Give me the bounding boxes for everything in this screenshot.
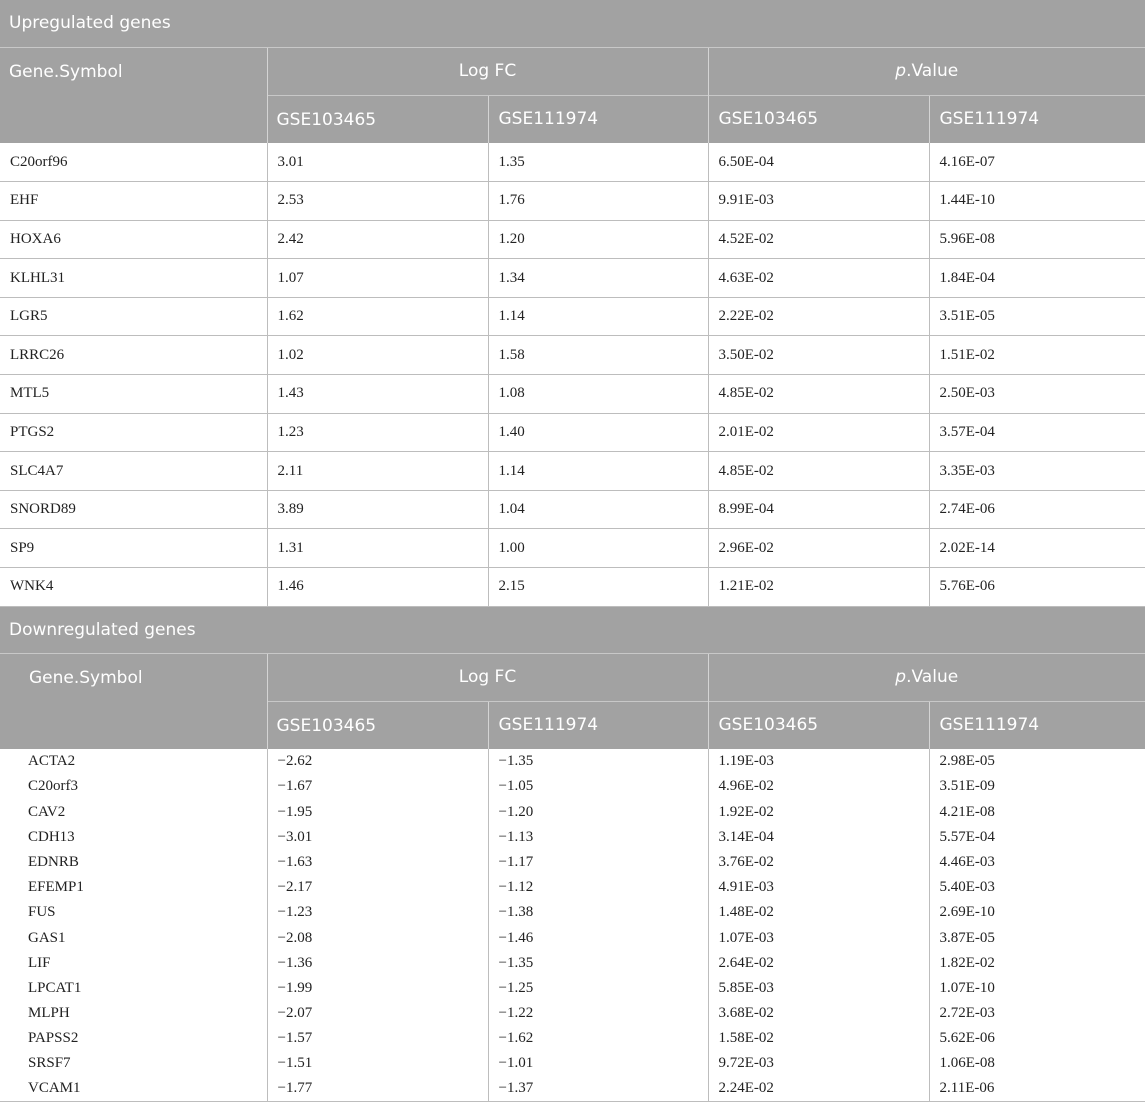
table-row <box>0 529 1145 568</box>
logfc-gse103465-cell: −2.62 <box>267 749 488 774</box>
logfc-gse103465-cell: 3.89 <box>267 490 488 529</box>
logfc-gse111974-cell: 1.34 <box>488 259 708 298</box>
gene-symbol-cell: C20orf3 <box>28 778 78 795</box>
pvalue-gse111974-cell: 4.21E-08 <box>929 800 1145 825</box>
pvalue-gse111974-cell: 2.98E-05 <box>929 749 1145 774</box>
table-row <box>0 976 1145 1001</box>
gene-symbol-cell: EDNRB <box>28 853 79 870</box>
table-row <box>0 925 1145 950</box>
logfc-gse103465-cell: 1.02 <box>267 336 488 375</box>
logfc-gse103465-cell: −1.99 <box>267 976 488 1001</box>
pvalue-gse111974-cell: 2.72E-03 <box>929 1001 1145 1026</box>
logfc-gse111974-cell: 1.04 <box>488 490 708 529</box>
gene-symbol-cell: PAPSS2 <box>28 1030 79 1047</box>
pvalue-gse111974-cell: 5.76E-06 <box>929 568 1145 607</box>
pvalue-gse111974-cell: 3.87E-05 <box>929 925 1145 950</box>
logfc-gse111974-cell: −1.20 <box>488 800 708 825</box>
logfc-gse111974-cell: 1.14 <box>488 452 708 491</box>
pvalue-gse111974-cell: 5.96E-08 <box>929 220 1145 259</box>
logfc-gse103465-cell: 1.62 <box>267 297 488 336</box>
logfc-gse103465-cell: −2.17 <box>267 875 488 900</box>
table-row <box>0 336 1145 375</box>
logfc-gse103465-cell: 2.53 <box>267 182 488 221</box>
pvalue-gse111974-cell: 4.16E-07 <box>929 143 1145 182</box>
logfc-gse111974-cell: −1.37 <box>488 1077 708 1102</box>
pvalue-gse111974-cell: 2.74E-06 <box>929 490 1145 529</box>
logfc-gse111974-cell: 2.15 <box>488 568 708 607</box>
pvalue-gse103465-cell: 3.50E-02 <box>708 336 929 375</box>
pvalue-gse103465-cell: 2.96E-02 <box>708 529 929 568</box>
logfc-gse111974-cell: −1.05 <box>488 774 708 799</box>
logfc-gse111974-header: GSE111974 <box>488 95 708 143</box>
gene-symbol-cell: KLHL31 <box>0 259 267 298</box>
logfc-gse103465-cell: 1.23 <box>267 413 488 452</box>
gene-symbol-cell: C20orf96 <box>0 143 267 182</box>
pvalue-gse103465-cell: 4.91E-03 <box>708 875 929 900</box>
pvalue-gse103465-cell: 8.99E-04 <box>708 490 929 529</box>
pvalue-gse103465-cell: 4.63E-02 <box>708 259 929 298</box>
table-row <box>0 413 1145 452</box>
pvalue-gse111974-cell: 3.51E-09 <box>929 774 1145 799</box>
pvalue-gse111974-cell: 3.57E-04 <box>929 413 1145 452</box>
pvalue-gse103465-cell: 4.85E-02 <box>708 452 929 491</box>
logfc-gse103465-cell: −1.36 <box>267 951 488 976</box>
upregulated-rows <box>0 143 1145 606</box>
pvalue-gse111974-header: GSE111974 <box>929 95 1145 143</box>
pvalue-gse103465-cell: 2.22E-02 <box>708 297 929 336</box>
pvalue-gse103465-cell: 9.91E-03 <box>708 182 929 221</box>
table-row <box>0 568 1145 607</box>
table-row <box>0 259 1145 298</box>
pvalue-gse103465-cell: 1.58E-02 <box>708 1026 929 1051</box>
gene-symbol-cell: SRSF7 <box>28 1055 71 1072</box>
logfc-gse103465-cell: 3.01 <box>267 143 488 182</box>
pvalue-gse103465-cell: 3.76E-02 <box>708 850 929 875</box>
gene-symbol-cell: MTL5 <box>0 375 267 414</box>
table-row <box>0 1026 1145 1051</box>
table-row <box>0 452 1145 491</box>
section-title-row <box>0 606 1145 653</box>
pvalue-gse103465-cell: 1.21E-02 <box>708 568 929 607</box>
section-title: Downregulated genes <box>0 606 1145 653</box>
gene-symbol-cell: EHF <box>0 182 267 221</box>
logfc-gse111974-cell: 1.40 <box>488 413 708 452</box>
logfc-gse111974-cell: −1.25 <box>488 976 708 1001</box>
table-row <box>0 749 1145 774</box>
logfc-gse103465-cell: 2.42 <box>267 220 488 259</box>
logfc-gse111974-cell: 1.35 <box>488 143 708 182</box>
gene-symbol-cell: FUS <box>28 904 56 921</box>
pvalue-gse103465-cell: 1.48E-02 <box>708 900 929 925</box>
pvalue-gse111974-cell: 1.06E-08 <box>929 1051 1145 1076</box>
pvalue-gse111974-cell: 1.84E-04 <box>929 259 1145 298</box>
table-row <box>0 1051 1145 1076</box>
pvalue-gse111974-cell: 3.35E-03 <box>929 452 1145 491</box>
table-row <box>0 182 1145 221</box>
logfc-gse103465-cell: −1.77 <box>267 1077 488 1102</box>
pvalue-gse111974-cell: 5.57E-04 <box>929 825 1145 850</box>
logfc-gse111974-cell: −1.35 <box>488 749 708 774</box>
logfc-gse103465-header: GSE103465 <box>267 95 488 143</box>
table-row <box>0 825 1145 850</box>
table-row <box>0 800 1145 825</box>
gene-symbol-cell: VCAM1 <box>0 1077 267 1102</box>
table-row <box>0 1077 1145 1102</box>
logfc-gse111974-cell: −1.13 <box>488 825 708 850</box>
header-row <box>0 47 1145 95</box>
logfc-gse103465-cell: 1.46 <box>267 568 488 607</box>
table-row <box>0 220 1145 259</box>
logfc-gse103465-cell: 1.43 <box>267 375 488 414</box>
pvalue-gse111974-header: GSE111974 <box>929 701 1145 749</box>
logfc-gse103465-cell: −1.57 <box>267 1026 488 1051</box>
pvalue-gse111974-cell: 5.40E-03 <box>929 875 1145 900</box>
table-row <box>0 900 1145 925</box>
p-value-header <box>708 47 1145 95</box>
logfc-gse103465-header: GSE103465 <box>267 701 488 749</box>
pvalue-gse111974-cell: 2.69E-10 <box>929 900 1145 925</box>
p-value-header <box>708 653 1145 701</box>
pvalue-gse103465-cell: 2.01E-02 <box>708 413 929 452</box>
logfc-gse111974-header: GSE111974 <box>488 701 708 749</box>
pvalue-gse103465-cell: 9.72E-03 <box>708 1051 929 1076</box>
section-title: Upregulated genes <box>0 0 1145 47</box>
log-fc-header: Log FC <box>267 653 708 701</box>
gene-symbol-cell: EFEMP1 <box>28 879 84 896</box>
p-value-header-italic: p <box>895 667 907 688</box>
pvalue-gse111974-cell: 1.51E-02 <box>929 336 1145 375</box>
pvalue-gse103465-cell: 2.24E-02 <box>708 1077 929 1102</box>
logfc-gse111974-cell: −1.46 <box>488 925 708 950</box>
logfc-gse103465-cell: −2.07 <box>267 1001 488 1026</box>
gene-symbol-cell: LGR5 <box>0 297 267 336</box>
pvalue-gse103465-cell: 1.19E-03 <box>708 749 929 774</box>
table-row <box>0 774 1145 799</box>
logfc-gse103465-cell: −1.23 <box>267 900 488 925</box>
p-value-header-rest: .Value <box>906 61 959 81</box>
downregulated-rows <box>0 749 1145 1102</box>
logfc-gse103465-cell: 1.07 <box>267 259 488 298</box>
gene-symbol-cell: LPCAT1 <box>28 979 82 996</box>
logfc-gse111974-cell: 1.20 <box>488 220 708 259</box>
pvalue-gse111974-cell: 2.11E-06 <box>929 1077 1145 1102</box>
pvalue-gse103465-cell: 1.92E-02 <box>708 800 929 825</box>
log-fc-header: Log FC <box>267 47 708 95</box>
logfc-gse111974-cell: −1.38 <box>488 900 708 925</box>
gene-symbol-cell: ACTA2 <box>28 753 76 770</box>
pvalue-gse111974-cell: 1.07E-10 <box>929 976 1145 1001</box>
logfc-gse103465-cell: −1.95 <box>267 800 488 825</box>
gene-symbol-cell: SNORD89 <box>0 490 267 529</box>
pvalue-gse103465-cell: 4.85E-02 <box>708 375 929 414</box>
pvalue-gse111974-cell: 4.46E-03 <box>929 850 1145 875</box>
table-row <box>0 1001 1145 1026</box>
gene-symbol-cell: CAV2 <box>28 803 66 820</box>
pvalue-gse111974-cell: 2.02E-14 <box>929 529 1145 568</box>
table-row <box>0 297 1145 336</box>
logfc-gse103465-cell: −1.67 <box>267 774 488 799</box>
logfc-gse111974-cell: 1.58 <box>488 336 708 375</box>
logfc-gse111974-cell: −1.35 <box>488 951 708 976</box>
pvalue-gse111974-cell: 2.50E-03 <box>929 375 1145 414</box>
table-row <box>0 490 1145 529</box>
logfc-gse111974-cell: −1.01 <box>488 1051 708 1076</box>
table-row <box>0 143 1145 182</box>
pvalue-gse111974-cell: 5.62E-06 <box>929 1026 1145 1051</box>
pvalue-gse103465-cell: 4.52E-02 <box>708 220 929 259</box>
logfc-gse111974-cell: −1.12 <box>488 875 708 900</box>
gene-symbol-cell: SLC4A7 <box>0 452 267 491</box>
logfc-gse103465-cell: −1.51 <box>267 1051 488 1076</box>
downregulated-section <box>0 606 1145 749</box>
table-row <box>0 875 1145 900</box>
logfc-gse103465-cell: −3.01 <box>267 825 488 850</box>
logfc-gse111974-cell: −1.22 <box>488 1001 708 1026</box>
gene-symbol-header: Gene.Symbol <box>0 653 267 749</box>
table-row <box>0 951 1145 976</box>
header-row <box>0 653 1145 701</box>
p-value-header-rest: .Value <box>906 667 959 688</box>
gene-symbol-cell: PTGS2 <box>0 413 267 452</box>
gene-symbol-cell: HOXA6 <box>0 220 267 259</box>
pvalue-gse103465-cell: 3.68E-02 <box>708 1001 929 1026</box>
pvalue-gse111974-cell: 3.51E-05 <box>929 297 1145 336</box>
logfc-gse111974-cell: 1.76 <box>488 182 708 221</box>
upregulated-section <box>0 0 1145 143</box>
logfc-gse103465-cell: −2.08 <box>267 925 488 950</box>
section-title-row <box>0 0 1145 47</box>
gene-symbol-cell: WNK4 <box>0 568 267 607</box>
pvalue-gse103465-cell: 3.14E-04 <box>708 825 929 850</box>
table-row <box>0 375 1145 414</box>
pvalue-gse103465-cell: 5.85E-03 <box>708 976 929 1001</box>
pvalue-gse103465-header: GSE103465 <box>708 701 929 749</box>
gene-symbol-cell: SP9 <box>0 529 267 568</box>
gene-symbol-cell: LIF <box>28 954 51 971</box>
logfc-gse111974-cell: 1.14 <box>488 297 708 336</box>
p-value-header-italic: p <box>895 61 907 81</box>
table-row <box>0 850 1145 875</box>
pvalue-gse103465-cell: 4.96E-02 <box>708 774 929 799</box>
pvalue-gse103465-cell: 6.50E-04 <box>708 143 929 182</box>
logfc-gse103465-cell: 2.11 <box>267 452 488 491</box>
logfc-gse111974-cell: 1.08 <box>488 375 708 414</box>
gene-symbol-cell: MLPH <box>28 1005 70 1022</box>
logfc-gse111974-cell: 1.00 <box>488 529 708 568</box>
pvalue-gse111974-cell: 1.82E-02 <box>929 951 1145 976</box>
logfc-gse111974-cell: −1.62 <box>488 1026 708 1051</box>
pvalue-gse103465-header: GSE103465 <box>708 95 929 143</box>
gene-symbol-cell: LRRC26 <box>0 336 267 375</box>
pvalue-gse111974-cell: 1.44E-10 <box>929 182 1145 221</box>
logfc-gse103465-cell: −1.63 <box>267 850 488 875</box>
pvalue-gse103465-cell: 2.64E-02 <box>708 951 929 976</box>
gene-symbol-cell: GAS1 <box>28 929 66 946</box>
logfc-gse103465-cell: 1.31 <box>267 529 488 568</box>
gene-symbol-header: Gene.Symbol <box>0 47 267 143</box>
pvalue-gse103465-cell: 1.07E-03 <box>708 925 929 950</box>
gene-symbol-cell: CDH13 <box>28 828 75 845</box>
logfc-gse111974-cell: −1.17 <box>488 850 708 875</box>
